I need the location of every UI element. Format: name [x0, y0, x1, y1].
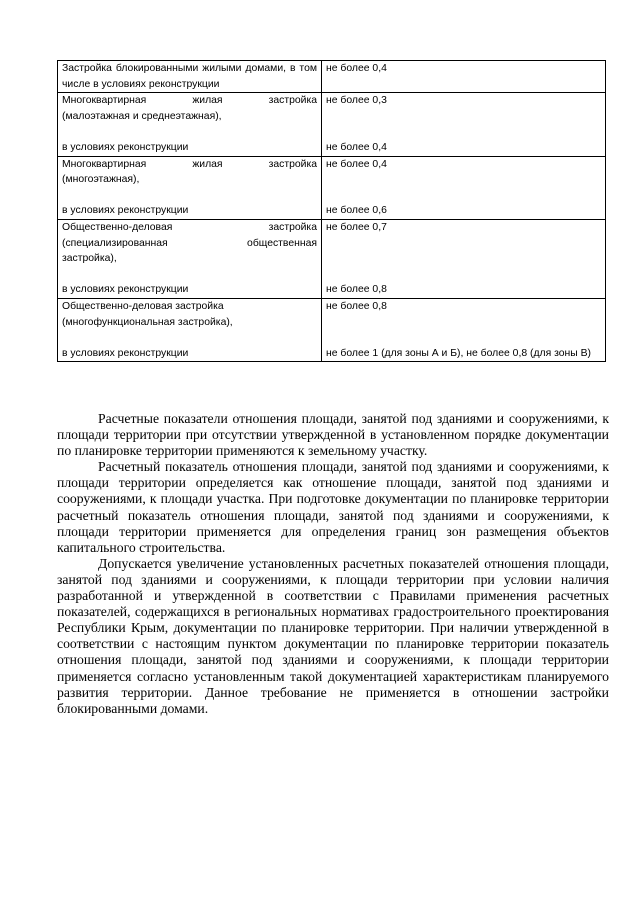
paragraph: Допускается увеличение установленных расчетных показателей отношения площади, занятой под зданиями и сооружениями, к площади территории при условии наличия разработанной и утвержденной в соответствии с Правилами применения расчетных показателей, содержащихся в региональных нормативах градостроительного проектирования Республики Крым, документации по планировке территории. При наличии утвержденной в соответствии с настоящим пунктом документации по планировке территории показатель отношения площади, занятой под зданиями и сооружениями, к площади территории применяется согласно установленным такой документацией характеристикам планируемого развития территории. Данное требование не применяется в отношении застройки блокированными домами. [57, 555, 609, 716]
table-row [58, 61, 606, 93]
reconstruction-label: в условиях реконструкции [62, 205, 189, 217]
building-type-text: (специализированная общественная [62, 237, 317, 249]
table-row [58, 298, 606, 361]
building-type-text: (малоэтажная и среднеэтажная), [62, 110, 222, 122]
ratio-cell [322, 156, 606, 219]
ratio-reconstruction-value: не более 1 (для зоны А и Б), не более 0,8 (для зоны В) [326, 347, 592, 359]
reconstruction-label: в условиях реконструкции [62, 284, 189, 296]
building-type-text: (многофункциональная застройка), [62, 316, 233, 328]
building-type-cell [58, 156, 322, 219]
ratio-value: не более 0,7 [326, 221, 387, 233]
paragraph: Расчетные показатели отношения площади, занятой под зданиями и сооружениями, к площади территории при отсутствии утвержденной в установленном порядке документации по планировке территории применяются к земельному участку. [57, 411, 609, 459]
ratio-value: не более 0,3 [326, 95, 387, 107]
building-type-text: Общественно-деловая застройка [62, 221, 317, 233]
body-text [57, 411, 609, 717]
ratio-cell [322, 93, 606, 156]
table-row [58, 156, 606, 219]
ratio-cell [322, 298, 606, 361]
building-type-text: застройка), [62, 253, 117, 265]
reconstruction-label: в условиях реконструкции [62, 347, 189, 359]
ratio-reconstruction-value: не более 0,6 [326, 205, 387, 217]
table-row [58, 93, 606, 156]
building-type-cell [58, 298, 322, 361]
ratio-value: не более 0,4 [326, 158, 387, 170]
ratio-cell [322, 219, 606, 298]
building-type-cell [58, 93, 322, 156]
building-type-text: Многоквартирная жилая застройка [62, 95, 317, 107]
table-row [58, 219, 606, 298]
building-type-text: Застройка блокированными жилыми домами, в том числе в условиях реконструкции [62, 63, 317, 90]
paragraph: Расчетный показатель отношения площади, занятой под зданиями и сооружениями, к площади территории определяется как отношение площади, занятой под зданиями и сооружениями, к площади участка. При подготовке документации по планировке территории расчетный показатель отношения площади, занятой под зданиями и сооружениями, к площади территории применяется для определения границ зон размещения объектов капитального строительства. [57, 459, 609, 555]
reconstruction-label: в условиях реконструкции [62, 141, 189, 153]
ratio-reconstruction-value: не более 0,8 [326, 284, 387, 296]
building-type-text: (многоэтажная), [62, 174, 140, 186]
ratio-reconstruction-value: не более 0,4 [326, 141, 387, 153]
building-type-text: Многоквартирная жилая застройка [62, 158, 317, 170]
ratio-value: не более 0,8 [326, 300, 387, 312]
coverage-ratio-table [57, 60, 606, 362]
building-type-cell [58, 219, 322, 298]
building-type-text: Общественно-деловая застройка [62, 300, 224, 312]
ratio-cell [322, 61, 606, 93]
ratio-value: не более 0,4 [326, 63, 387, 74]
building-type-cell [58, 61, 322, 93]
